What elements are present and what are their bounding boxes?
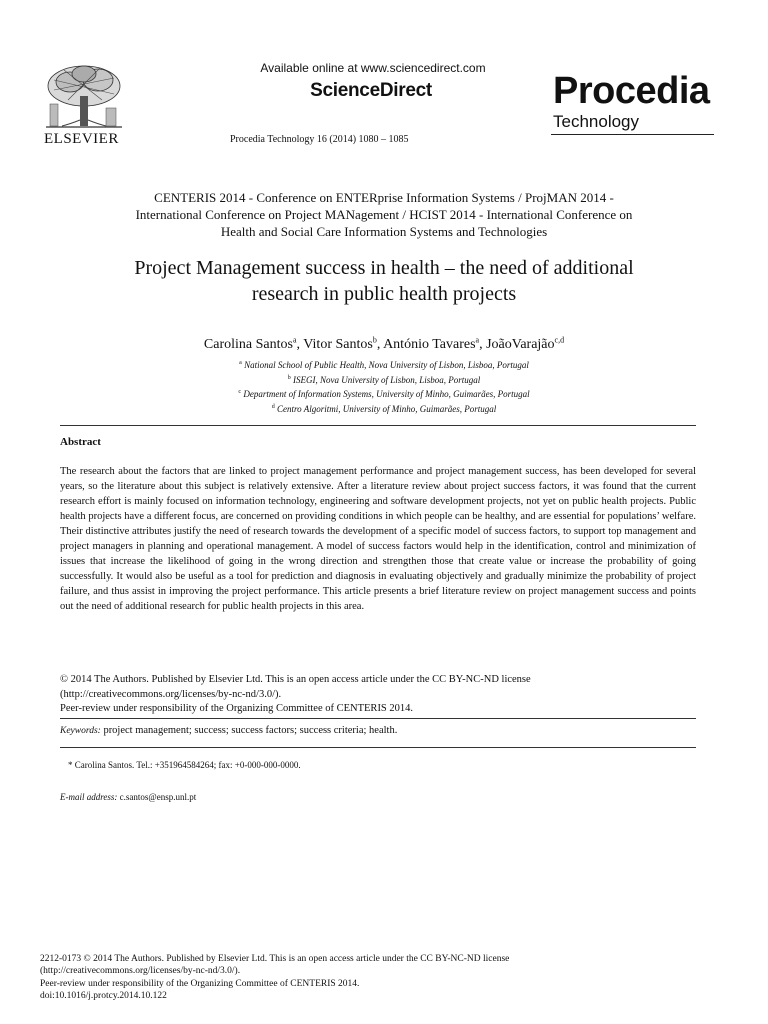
author-list <box>40 335 728 353</box>
email-label: E-mail address: <box>60 792 118 802</box>
divider <box>60 425 696 426</box>
keywords <box>60 725 397 736</box>
publisher-name: ELSEVIER <box>44 131 119 147</box>
abstract-heading: Abstract <box>60 436 101 448</box>
footer-line: 2212-0173 © 2014 The Authors. Published by Elsevier Ltd. This is an open access article under the CC BY-NC-ND license <box>40 954 510 964</box>
procedia-logo: Procedia <box>553 70 710 112</box>
sciencedirect-logo: ScienceDirect <box>310 80 432 101</box>
available-online-text: Available online at www.sciencedirect.com <box>260 61 486 75</box>
license-link[interactable]: (http://creativecommons.org/licenses/by-nc-nd/3.0/). <box>60 688 282 700</box>
author: Carolina Santos$^a$, <box>203 335 304 352</box>
footer-line: Peer-review under responsibility of the Organizing Committee of CENTERIS 2014. <box>40 978 360 989</box>
brand-underline <box>551 134 714 135</box>
copyright-line: Peer-review under responsibility of the Organizing Committee of CENTERIS 2014. <box>60 703 414 714</box>
journal-reference: Procedia Technology 16 (2014) 1080 – 1085 <box>230 134 409 145</box>
title-line: Project Management success in health – the need of additional <box>134 257 634 279</box>
paper-title <box>40 255 728 307</box>
author: Vitor Santos$^b$, <box>303 335 384 352</box>
divider <box>60 718 696 719</box>
copyright-notice <box>60 673 700 717</box>
procedia-subtitle: Technology <box>553 112 640 131</box>
email-line <box>60 792 196 802</box>
affiliation: $^a$ National School of Public Health, Nova University of Lisbon, Lisboa, Portugal <box>239 360 529 370</box>
email-address[interactable]: c.santos@ensp.unl.pt <box>119 792 197 802</box>
author: António Tavares$^a$, <box>383 335 487 352</box>
keywords-label: Keywords: <box>60 726 101 736</box>
affiliation-list <box>40 357 728 415</box>
conference-line: Health and Social Care Information Systems and Technologies <box>220 224 548 239</box>
keywords-text: project management; success; success factors; success criteria; health. <box>103 725 398 736</box>
doi[interactable]: doi:10.1016/j.protcy.2014.10.122 <box>40 990 167 1001</box>
conference-line: CENTERIS 2014 - Conference on ENTERprise Information Systems / ProjMAN 2014 - <box>154 190 614 205</box>
affiliation: $^b$ ISEGI, Nova University of Lisbon, Lisboa, Portugal <box>287 374 481 385</box>
footer-notice <box>40 953 740 1002</box>
abstract-body: The research about the factors that are linked to project management performance and project management success, has been developed for several years, so the literature about this subject is relatively extensive. After a literature review about project success factors, it was found that the current research effort is mainly focused on information technology, engineering and software development projects, not yet on public health projects. Public health projects have a different focus, are concerned on providing conditions in which people can be healthy, and are essential for populations’ welfare. Their distinctive attributes justify the need of research towards the development of a specific model of success factors, to support top management and project managers in planning and operational management. A model of success factors would help in the identification, control and minimization of issues that increase the likelihood of going in the wrong direction and strengthen those that create value or increase the probability of going successfully. It would also be useful as a tool for prediction and diagnosis in evaluating objectively and gradually minimize the probability of project failure, and thus assist in improving the project performance. This article presents a brief literature review on project management success and points out the need of additional research for public health projects in this area. <box>60 466 696 612</box>
divider <box>60 747 696 748</box>
corresponding-author: * Carolina Santos. Tel.: +351964584264; fax: +0-000-000-0000. <box>68 760 301 770</box>
author: JoãoVarajão$^{c,d}$ <box>486 335 565 352</box>
affiliation: $^d$ Centro Algoritmi, University of Minho, Guimarães, Portugal <box>271 403 497 414</box>
conference-line: International Conference on Project MANagement / HCIST 2014 - International Conference on <box>135 207 633 222</box>
footer-license-link[interactable]: (http://creativecommons.org/licenses/by-nc-nd/3.0/). <box>40 966 241 977</box>
copyright-line: © 2014 The Authors. Published by Elsevier Ltd. This is an open access article under the CC BY-NC-ND license <box>60 674 531 685</box>
conference-info <box>40 189 728 240</box>
affiliation: $^c$ Department of Information Systems, University of Minho, Guimarães, Portugal <box>238 389 530 399</box>
title-line: research in public health projects <box>251 283 517 305</box>
